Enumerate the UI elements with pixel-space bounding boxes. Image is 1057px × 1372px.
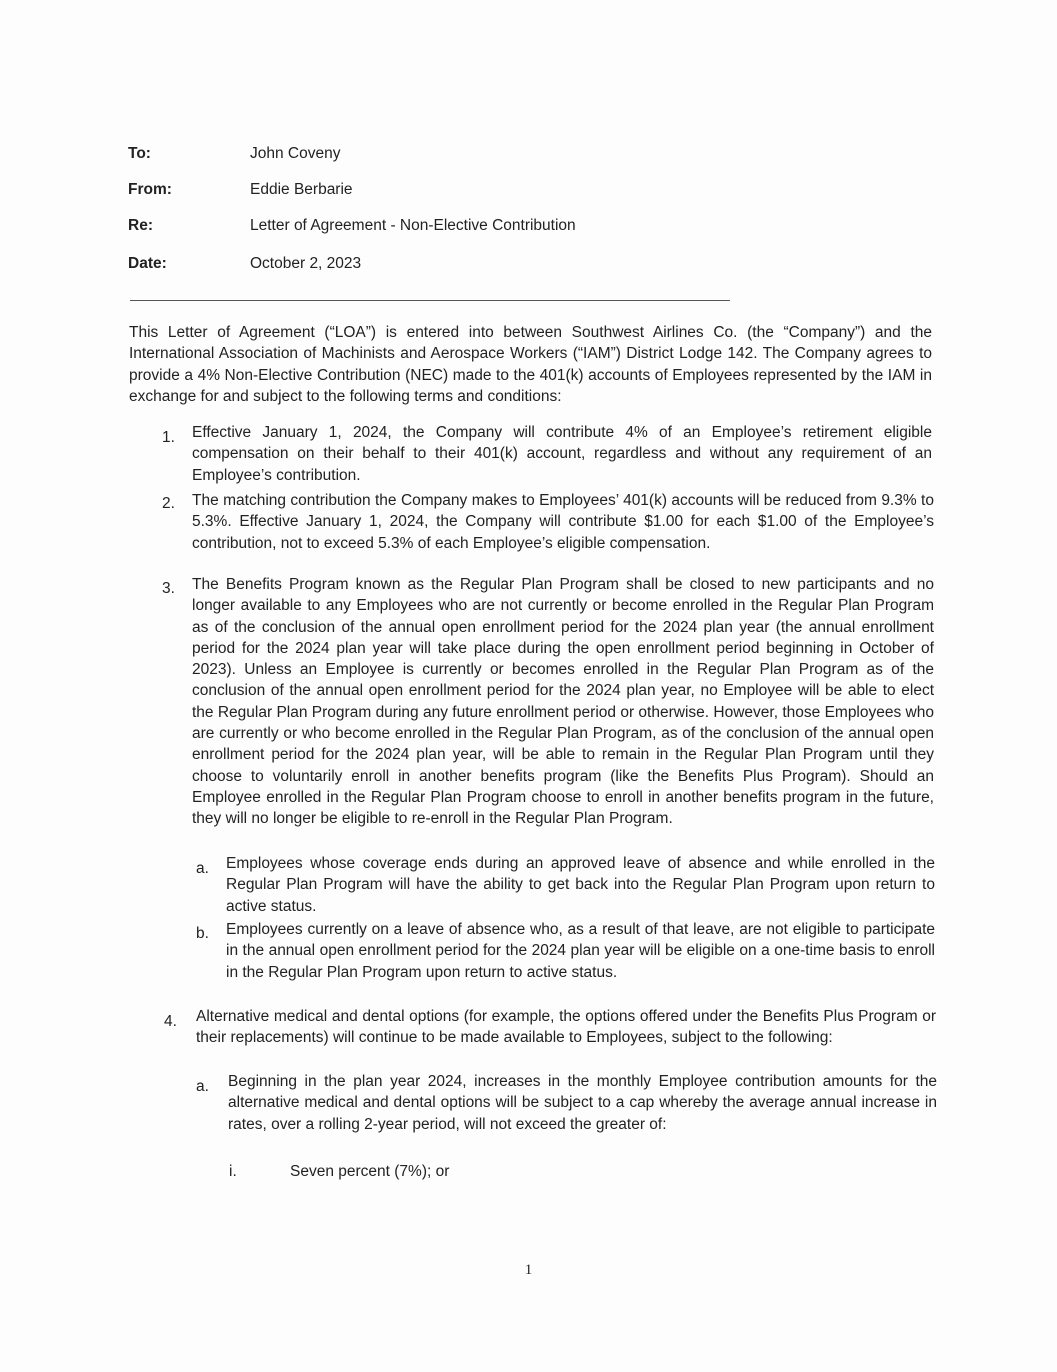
page-number: 1 [524,1262,533,1278]
item-3b-marker: b. [196,925,209,942]
from-value: Eddie Berbarie [250,181,353,198]
to-value: John Coveny [250,145,341,162]
to-label: To: [128,145,151,162]
item-2-marker: 2. [162,495,175,512]
item-3-text: The Benefits Program known as the Regular Plan Program shall be closed to new participants and no longer available to any Employees who are not currently or become enrolled in the Regular Plan Program as of the conclusion of the annual open enrollment period for the 2024 plan year (the annual enrollment period for the 2024 plan year will take place during the open enrollment period beginning in October of 2023). Unless an Employee is currently or becomes enrolled in the Regular Plan Program as of the conclusion of the annual open enrollment period for the 2024 plan year, no Employee will be able to elect the Regular Plan Program during any future enrollment period or otherwise. However, those Employees who are currently or who become enrolled in the Regular Plan Program, as of the conclusion of the annual open enrollment period for the 2024 plan year, will be able to remain in the Regular Plan Program until they choose to voluntarily enroll in another benefits program (like the Benefits Plus Program). Should an Employee enrolled in the Regular Plan Program choose to enroll in another benefits program in the future, they will no longer be eligible to re-enroll in the Regular Plan Program. [192,576,934,828]
item-3a-marker: a. [196,860,209,877]
intro-paragraph: This Letter of Agreement (“LOA”) is entered into between Southwest Airlines Co. (the “Company”) and the International Association of Machinists and Aerospace Workers (“IAM”) District Lodge 142. The Company agrees to provide a 4% Non-Elective Contribution (NEC) made to the 401(k) accounts of Employees represented by the IAM in exchange for and subject to the following terms and conditions: [129,324,932,405]
item-1-marker: 1. [162,429,175,446]
date-value: October 2, 2023 [250,255,362,272]
header-divider [130,300,730,301]
item-4-text: Alternative medical and dental options (for example, the options offered under the Benefits Plus Program or their replacements) will continue to be made available to Employees, subject to the following: [196,1008,936,1047]
re-value: Letter of Agreement - Non-Elective Contribution [250,217,576,234]
re-label: Re: [128,217,153,234]
item-4a-i-text: Seven percent (7%); or [290,1163,450,1180]
item-3-marker: 3. [162,580,175,597]
item-4a-marker: a. [196,1078,209,1095]
item-1-text: Effective January 1, 2024, the Company will contribute 4% of an Employee’s retirement eligible compensation on their behalf to their 401(k) account, regardless and without any requirement of an Employee’s contribution. [192,424,932,484]
item-4a-i-marker: i. [229,1163,237,1180]
from-label: From: [128,181,172,198]
date-label: Date: [128,255,167,272]
item-2-text: The matching contribution the Company makes to Employees’ 401(k) accounts will be reduced from 9.3% to 5.3%. Effective January 1, 2024, the Company will contribute $1.00 for each $1.00 of the Employee’s contribution, not to exceed 5.3% of each Employee’s eligible compensation. [192,492,934,552]
item-3b-text: Employees currently on a leave of absence who, as a result of that leave, are not eligible to participate in the annual open enrollment period for the 2024 plan year will be eligible on a one-time basis to enroll in the Regular Plan Program upon return to active status. [226,921,935,981]
item-3a-text: Employees whose coverage ends during an approved leave of absence and while enrolled in the Regular Plan Program will have the ability to get back into the Regular Plan Program upon return to active status. [226,855,935,915]
item-4a-text: Beginning in the plan year 2024, increases in the monthly Employee contribution amounts for the alternative medical and dental options will be subject to a cap whereby the average annual increase in rates, over a rolling 2-year period, will not exceed the greater of: [228,1073,937,1133]
item-4-marker: 4. [164,1013,177,1030]
